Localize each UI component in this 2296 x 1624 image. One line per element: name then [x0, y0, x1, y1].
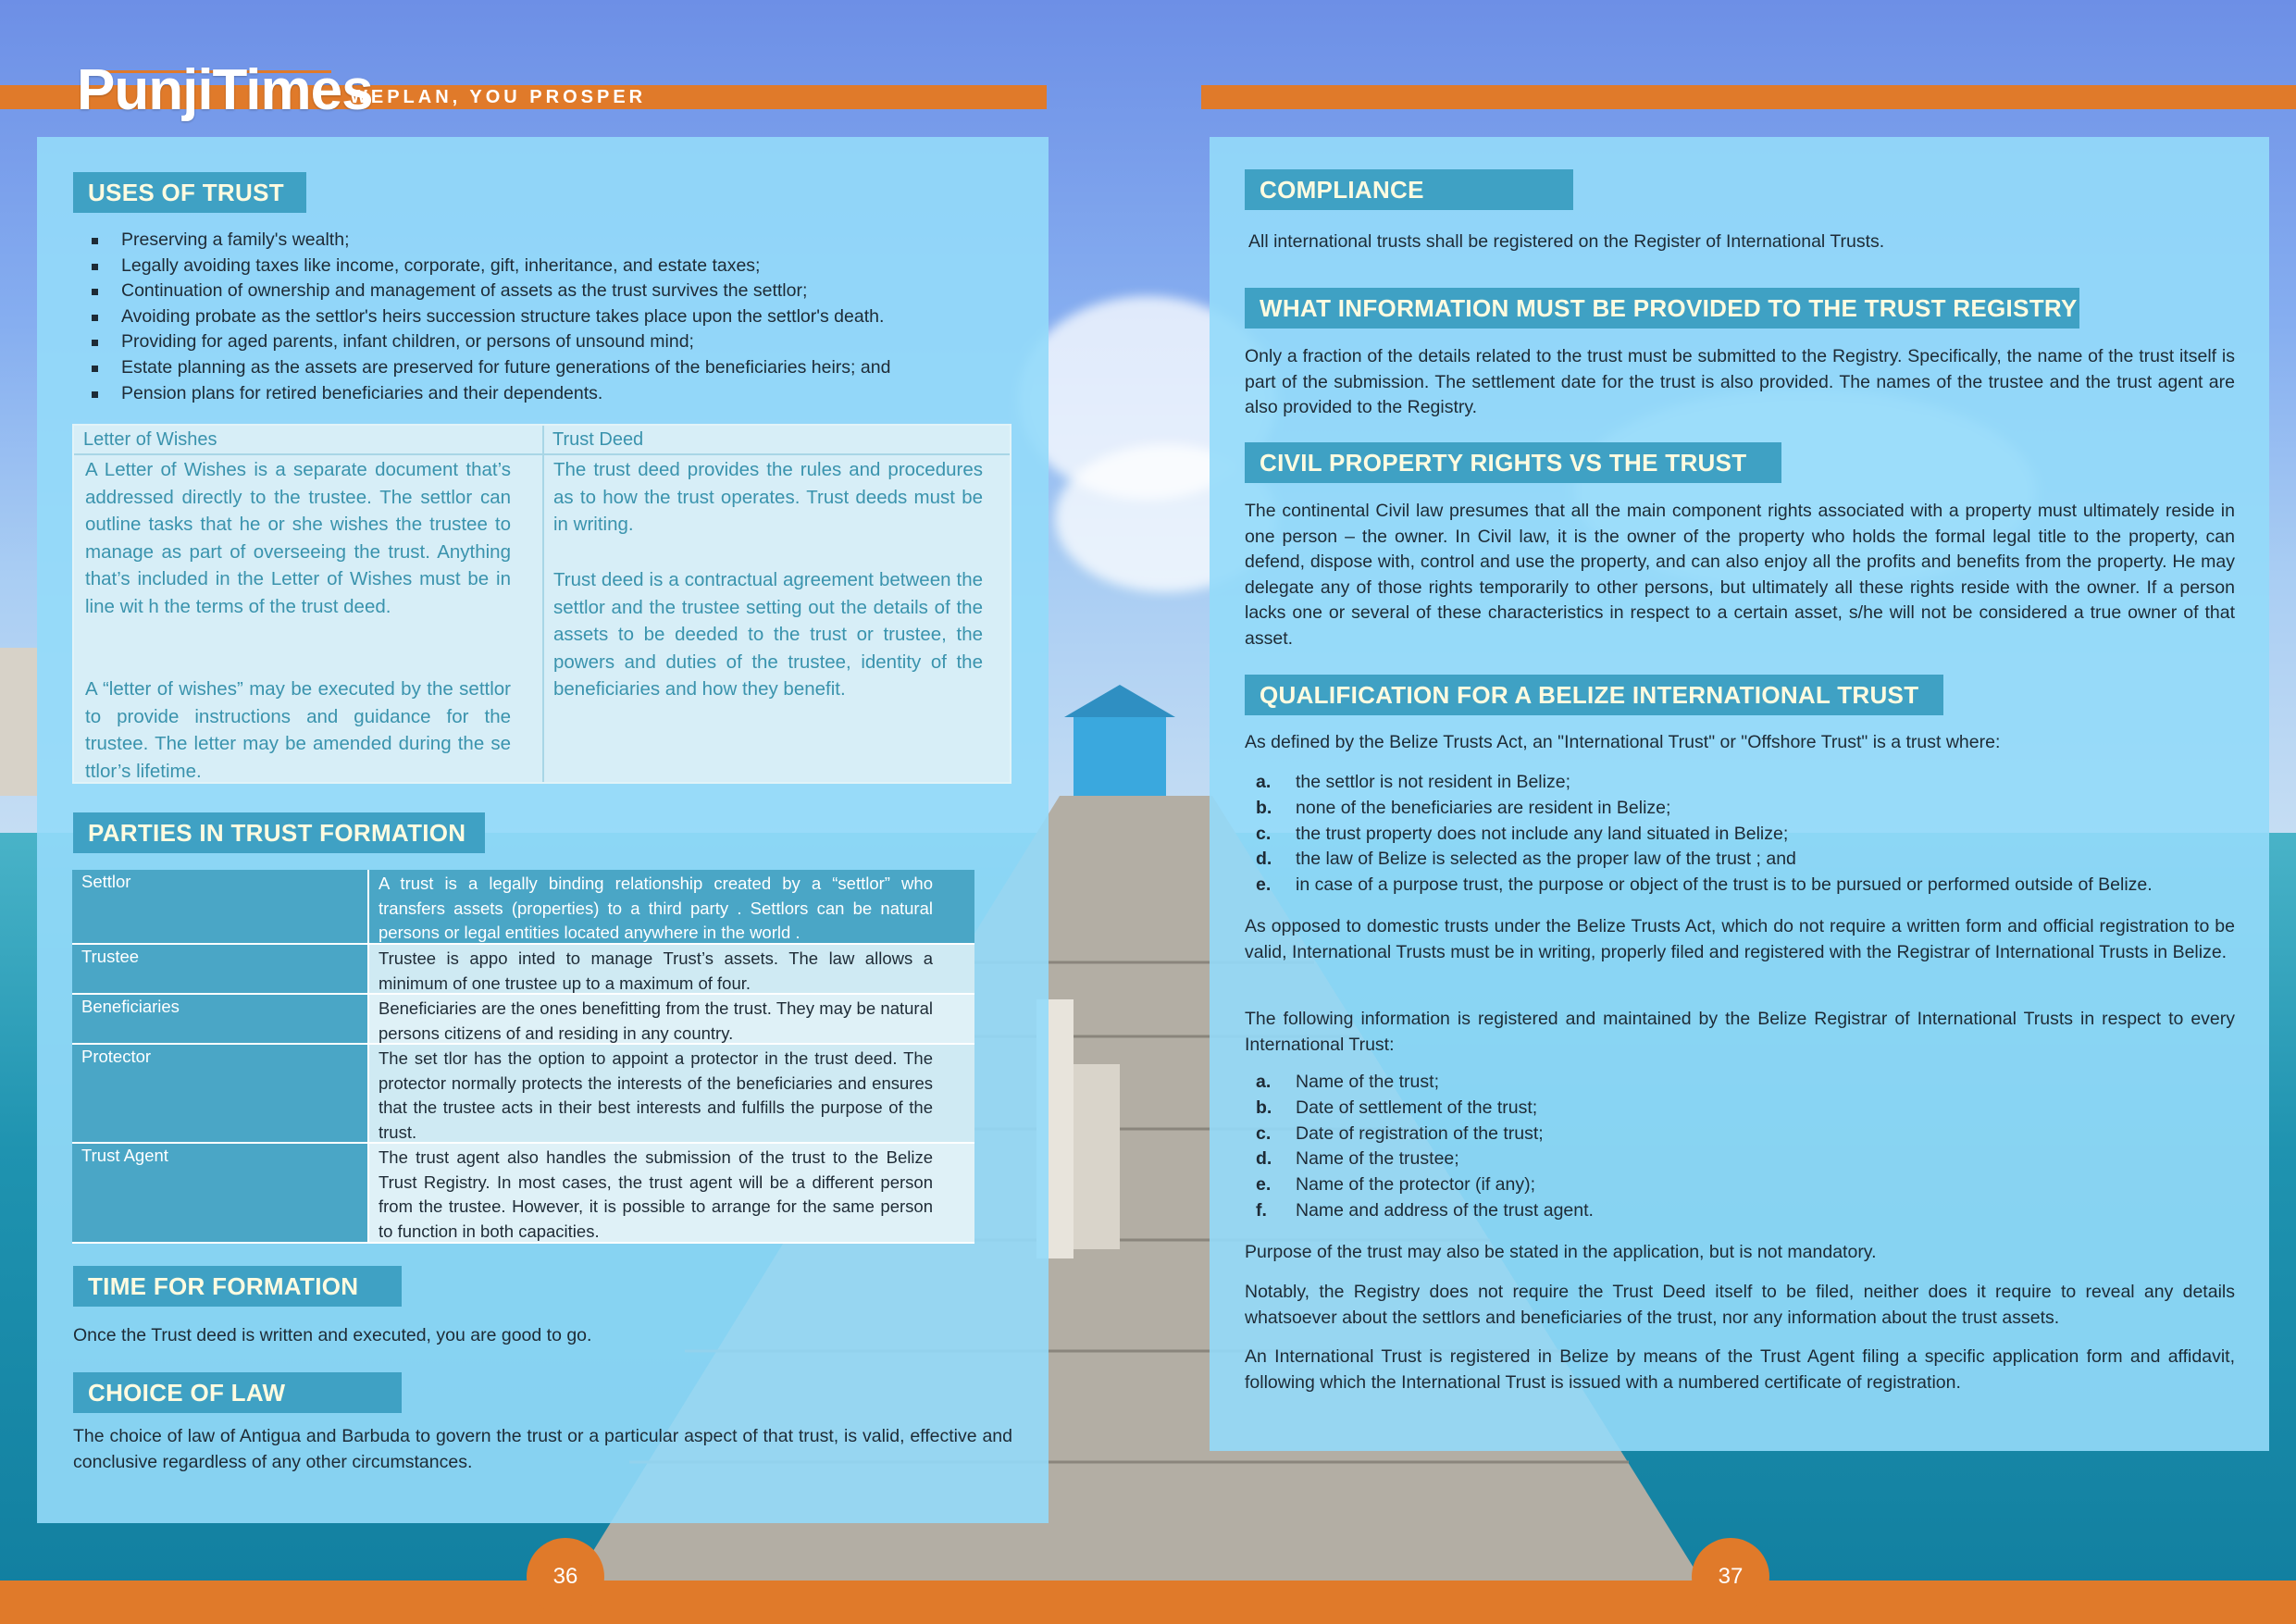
list-letter: a.: [1256, 1072, 1272, 1092]
party-description: The trust agent also handles the submission of the trust to the Belize Trust Registry. In most cases, the trust agent will be a different person from the trustee. However, it is possible to arrange for the same person to function in both capacities.: [369, 1144, 974, 1242]
list-letter: e.: [1256, 874, 1272, 896]
party-label: Settlor: [72, 870, 369, 943]
list-item: [1245, 847, 2244, 873]
list-letter: a.: [1256, 772, 1272, 792]
table-row: [72, 870, 974, 945]
list-item: [1245, 1122, 2170, 1147]
list-text: the settlor is not resident in Belize;: [1296, 772, 1570, 792]
list-letter: d.: [1256, 849, 1272, 870]
logo: PunjiTimes: [77, 58, 373, 122]
list-letter: d.: [1256, 1148, 1272, 1170]
list-item: Pension plans for retired beneficiaries and their dependents.: [73, 381, 1008, 407]
letter-of-wishes-text: A Letter of Wishes is a separate document that’s addressed directly to the trustee. The settlor can outline tasks that he or she wishes the trustee to manage as part of overseeing the trust. Anything that’s included in the Letter of Wishes must be in line wit h the terms of the trust deed.: [85, 459, 511, 617]
page-number-right: 37: [1692, 1538, 1769, 1616]
table-divider: [542, 426, 544, 782]
registry-notice-text: Notably, the Registry does not require the Trust Deed itself to be filed, neither does it require to reveal any details whatsoever about the settlors and beneficiaries of the trust, nor any information about the trust assets.: [1245, 1282, 2235, 1328]
letter-of-wishes-header: Letter of Wishes: [83, 429, 217, 450]
header-bar-right: [1201, 85, 2296, 109]
list-text: none of the beneficiaries are resident in Belize;: [1296, 797, 1671, 818]
table-row: [72, 1045, 974, 1144]
table-row: [72, 1144, 974, 1244]
footer-bar: [0, 1581, 2296, 1624]
letter-of-wishes-text: A “letter of wishes” may be executed by the settlor to provide instructions and guidance for the trustee. The letter may be amended during the se ttlor’s lifetime.: [85, 678, 511, 782]
list-letter: e.: [1256, 1174, 1272, 1196]
registered-information-intro: The following information is registered and maintained by the Belize Registrar of International Trusts in respect to every International Trust:: [1245, 1009, 2235, 1055]
time-for-formation-text: Once the Trust deed is written and executed, you are good to go.: [73, 1325, 592, 1345]
trust-registry-heading: WHAT INFORMATION MUST BE PROVIDED TO THE TRUST REGISTRY: [1245, 288, 2079, 329]
list-text: Date of settlement of the trust;: [1296, 1097, 1538, 1118]
choice-of-law-text: The choice of law of Antigua and Barbuda to govern the trust or a particular aspect of that trust, is valid, effective and conclusive regardless of any other circumstances.: [73, 1426, 1012, 1472]
trust-deed-text: The trust deed provides the rules and procedures as to how the trust operates. Trust deeds must be in writing.: [553, 459, 983, 536]
list-item: [1245, 873, 2244, 899]
qualification-heading: QUALIFICATION FOR A BELIZE INTERNATIONAL TRUST: [1245, 675, 1943, 715]
list-item: [1245, 1198, 2170, 1224]
list-letter: c.: [1256, 1122, 1272, 1144]
registration-method-text: An International Trust is registered in Belize by means of the Trust Agent filing a specific application form and affidavit, following which the International Trust is issued with a numbered certificate of registration.: [1245, 1346, 2235, 1393]
time-for-formation-heading: TIME FOR FORMATION: [73, 1266, 402, 1307]
party-label: Trust Agent: [72, 1144, 369, 1242]
compliance-heading: COMPLIANCE: [1245, 169, 1573, 210]
list-item: Providing for aged parents, infant children, or persons of unsound mind;: [73, 329, 1008, 355]
list-item: Avoiding probate as the settlor's heirs succession structure takes place upon the settlor's death.: [73, 304, 1008, 330]
list-item: Continuation of ownership and management of assets as the trust survives the settlor;: [73, 279, 1008, 304]
list-item: [1245, 796, 2244, 822]
list-letter: b.: [1256, 797, 1272, 818]
party-description: The set tlor has the option to appoint a protector in the trust deed. The protector normally protects the interests of the beneficiaries and ensures that the trustee acts in their best interests and fulfills the purpose of the trust.: [369, 1045, 974, 1142]
page-number-left: 36: [527, 1538, 604, 1616]
uses-of-trust-heading: USES OF TRUST: [73, 172, 306, 213]
list-text: Name of the protector (if any);: [1296, 1174, 1536, 1196]
list-text: Date of registration of the trust;: [1296, 1122, 1544, 1144]
choice-of-law-heading: CHOICE OF LAW: [73, 1372, 402, 1413]
trust-deed-text: Trust deed is a contractual agreement between the settlor and the trustee setting out the details of the assets to be deeded to the trust or trustee, the powers and duties of the trustee, identity of the beneficiaries and how they benefit.: [553, 569, 983, 700]
list-letter: c.: [1256, 823, 1272, 844]
table-row: [72, 945, 974, 995]
list-item: [1245, 1172, 2170, 1198]
tagline: WEPLAN, YOU PROSPER: [350, 87, 647, 107]
compliance-text: All international trusts shall be registered on the Register of International Trusts.: [1248, 231, 1885, 252]
list-item: [1245, 770, 2244, 796]
list-text: the trust property does not include any land situated in Belize;: [1296, 823, 1789, 844]
qualification-intro: As defined by the Belize Trusts Act, an "International Trust" or "Offshore Trust" is a trust where:: [1245, 732, 2001, 752]
table-row: [72, 995, 974, 1045]
list-text: Name of the trustee;: [1296, 1148, 1459, 1170]
parties-heading: PARTIES IN TRUST FORMATION: [73, 812, 485, 853]
registered-information-list: [1245, 1070, 2170, 1224]
uses-of-trust-list: [73, 228, 1008, 406]
list-text: the law of Belize is selected as the proper law of the trust ; and: [1296, 849, 1796, 870]
list-item: Legally avoiding taxes like income, corporate, gift, inheritance, and estate taxes;: [73, 254, 1008, 279]
domestic-vs-international-text: As opposed to domestic trusts under the Belize Trusts Act, which do not require a written form and official registration to be valid, International Trusts must be in writing, properly filed and registered with the Registrar of International Trusts in Belize.: [1245, 916, 2235, 962]
purpose-text: Purpose of the trust may also be stated in the application, but is not mandatory.: [1245, 1242, 1877, 1262]
civil-property-heading: CIVIL PROPERTY RIGHTS VS THE TRUST: [1245, 442, 1781, 483]
list-letter: f.: [1256, 1199, 1267, 1221]
list-item: [1245, 1147, 2170, 1172]
list-item: Preserving a family's wealth;: [73, 228, 1008, 254]
list-item: [1245, 822, 2244, 848]
party-description: Beneficiaries are the ones benefitting from the trust. They may be natural persons citizens of and residing in any country.: [369, 995, 974, 1043]
trust-deed-header: Trust Deed: [552, 429, 644, 450]
list-text: Name and address of the trust agent.: [1296, 1199, 1594, 1221]
party-description: A trust is a legally binding relationship created by a “settlor” who transfers assets (properties) to a third party . Settlors can be natural persons or legal entities located anywhere in the world .: [369, 870, 974, 943]
list-item: [1245, 1096, 2170, 1122]
list-item: [1245, 1070, 2170, 1096]
trust-registry-text: Only a fraction of the details related to the trust must be submitted to the Registry. Specifically, the name of the trust itself is part of the submission. The settlement date for the trust is also provided. The names of the trustee and the trust agent are also provided to the Registry.: [1245, 346, 2235, 418]
civil-property-text: The continental Civil law presumes that all the main component rights associated with a property must ultimately reside in one person – the owner. In Civil law, it is the owner of the property who holds the formal legal title to the property, can defend, dispose with, control and use the property, and can also enjoy all the profits and benefits from the property. He may delegate any of those rights temporarily to other persons, but ultimately all these rights reside with the owner. If a person lacks one or several of these characteristics in respect to a certain asset, s/he will not be considered a true owner of that asset.: [1245, 501, 2235, 649]
wishes-deed-table: [72, 424, 1011, 784]
list-text: Name of the trust;: [1296, 1072, 1439, 1092]
party-label: Protector: [72, 1045, 369, 1142]
party-description: Trustee is appo inted to manage Trust’s assets. The law allows a minimum of one trustee up to a maximum of four.: [369, 945, 974, 993]
party-label: Trustee: [72, 945, 369, 993]
list-text: in case of a purpose trust, the purpose or object of the trust is to be pursued or performed outside of Belize.: [1296, 874, 2153, 896]
list-item: Estate planning as the assets are preserved for future generations of the beneficiaries heirs; and: [73, 355, 1008, 381]
qualification-criteria-list: [1245, 770, 2244, 899]
party-label: Beneficiaries: [72, 995, 369, 1043]
list-letter: b.: [1256, 1097, 1272, 1118]
